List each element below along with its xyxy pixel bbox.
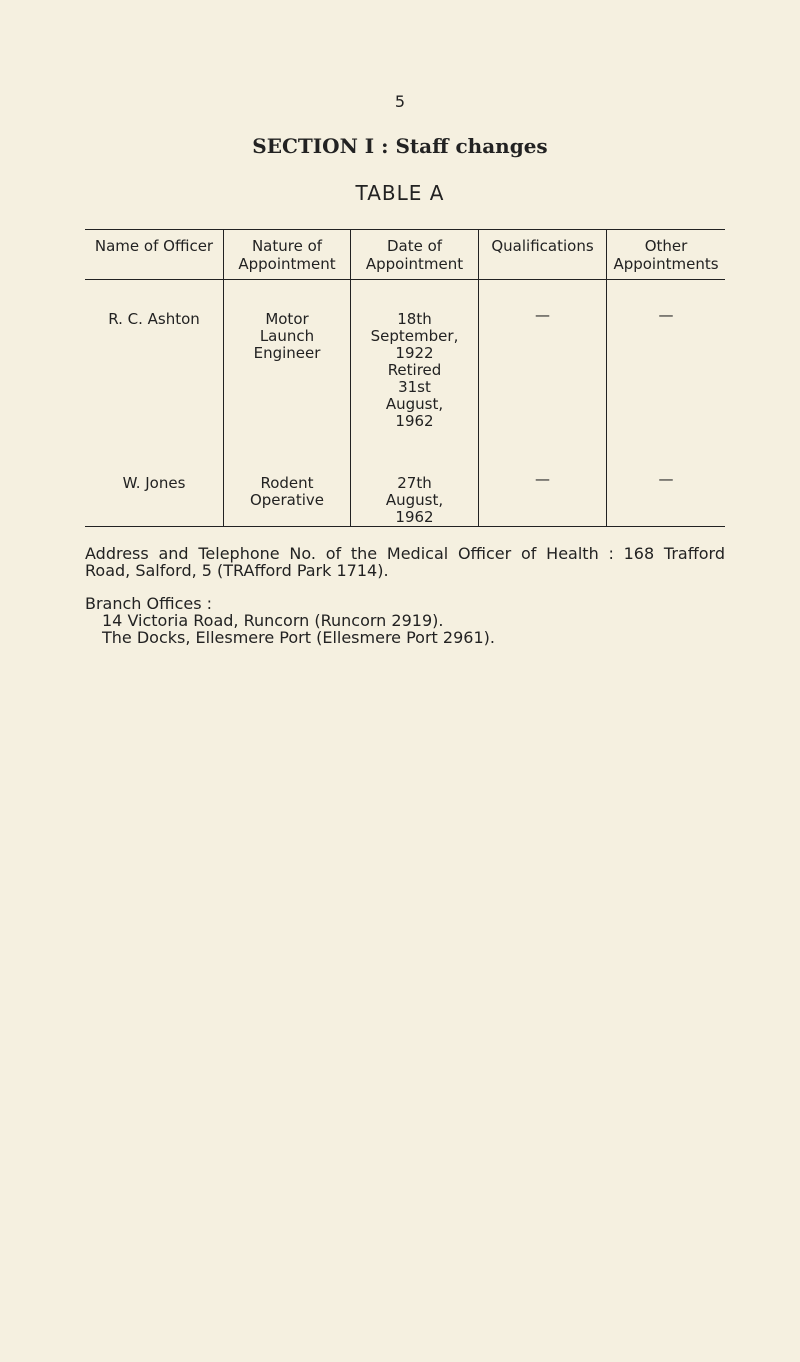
branch-offices <box>85 595 725 646</box>
nature-of-appointment: Rodent Operative <box>249 474 325 509</box>
branch-offices-heading: Branch Offices : <box>85 594 213 613</box>
qualifications-value: — <box>535 470 550 488</box>
other-appointments-value: — <box>658 306 674 324</box>
table-top-rule <box>85 229 725 230</box>
table-bottom-rule <box>85 526 725 527</box>
staff-changes-table <box>85 229 725 528</box>
header-name-of-officer: Name of Officer <box>94 237 214 255</box>
page-number: 5 <box>394 92 406 111</box>
nature-of-appointment: Motor Launch Engineer <box>253 310 321 362</box>
header-qualifications: Qualifications <box>491 237 594 255</box>
medical-officer-address: Address and Telephone No. of the Medical Officer of Health : 168 Trafford Road, Salford, 5 (TRAfford Park 1714). <box>85 544 725 580</box>
date-of-appointment: 27th August, 1962 <box>385 474 444 526</box>
section-title: SECTION I : Staff changes <box>252 134 548 158</box>
officer-name: W. Jones <box>122 474 186 492</box>
list-item: 14 Victoria Road, Runcorn (Runcorn 2919). <box>102 611 444 630</box>
table-row <box>85 475 223 492</box>
date-of-appointment: 18th September, 1922 Retired 31st August, 1962 <box>370 310 459 430</box>
header-date-of-appointment: Date of Appointment <box>365 237 464 273</box>
header-bottom-rule <box>85 279 725 280</box>
list-item: The Docks, Ellesmere Port (Ellesmere Port 2961). <box>102 628 495 647</box>
officer-name: R. C. Ashton <box>108 310 200 328</box>
qualifications-value: — <box>535 306 550 324</box>
table-title: TABLE A <box>355 181 445 205</box>
table-row <box>85 311 223 328</box>
header-nature-of-appointment: Nature of Appointment <box>238 237 336 273</box>
other-appointments-value: — <box>658 470 674 488</box>
header-other-appointments: Other Appointments <box>613 237 719 273</box>
